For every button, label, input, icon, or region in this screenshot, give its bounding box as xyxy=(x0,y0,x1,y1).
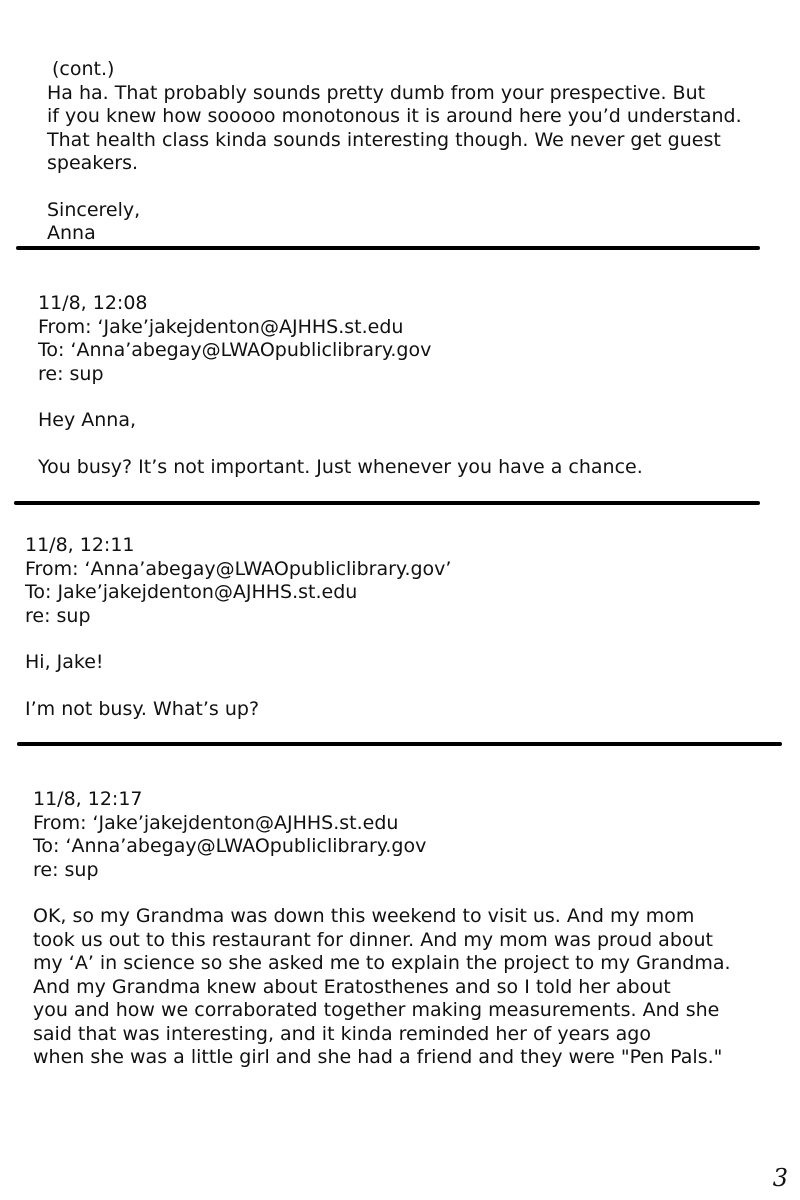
spacer xyxy=(38,433,643,456)
email-date: 11/8, 12:11 xyxy=(25,534,135,556)
email-body-line: said that was interesting, and it kinda reminded her of years ago xyxy=(33,1022,651,1045)
email-subject: re: sup xyxy=(25,604,91,627)
closing: Sincerely, xyxy=(47,198,141,221)
cont-label: (cont.) xyxy=(52,58,115,80)
email-body-line: you and how we corraborated together making measurements. And she xyxy=(33,999,720,1021)
continuation-letter xyxy=(47,58,742,246)
body-line: Ha ha. That probably sounds pretty dumb from your prespective. But xyxy=(47,81,706,104)
signature: Anna xyxy=(47,222,96,244)
divider xyxy=(17,742,782,746)
spacer xyxy=(25,675,451,698)
email-greeting: Hey Anna, xyxy=(38,409,137,431)
email-message xyxy=(38,292,643,479)
email-body-line: And my Grandma knew about Eratosthenes and so I told her about xyxy=(33,975,671,998)
email-subject: re: sup xyxy=(33,858,99,881)
email-from: From: ‘Jake’jakejdenton@AJHHS.st.edu xyxy=(38,315,404,338)
email-body-line: You busy? It’s not important. Just whenever you have a chance. xyxy=(38,455,643,478)
body-line: That health class kinda sounds interesting though. We never get guest xyxy=(47,128,721,151)
body-line: speakers. xyxy=(47,152,139,174)
email-greeting: Hi, Jake! xyxy=(25,651,104,673)
email-date: 11/8, 12:08 xyxy=(38,292,148,314)
body-line: if you knew how sooooo monotonous it is around here you’d understand. xyxy=(47,105,742,127)
email-message xyxy=(33,788,731,1070)
email-body-line: my ‘A’ in science so she asked me to explain the project to my Grandma. xyxy=(33,952,731,974)
email-body-line: took us out to this restaurant for dinner. And my mom was proud about xyxy=(33,928,714,951)
divider xyxy=(16,246,760,250)
email-body-line: when she was a little girl and she had a friend and they were "Pen Pals." xyxy=(33,1046,723,1068)
page-number: 3 xyxy=(772,1164,788,1192)
divider xyxy=(14,501,760,505)
email-message xyxy=(25,534,451,721)
spacer xyxy=(47,176,742,199)
email-to: To: Jake’jakejdenton@AJHHS.st.edu xyxy=(25,581,358,603)
email-to: To: ‘Anna’abegay@LWAOpubliclibrary.gov xyxy=(33,835,427,857)
email-body-line: I’m not busy. What’s up? xyxy=(25,697,260,720)
email-date: 11/8, 12:17 xyxy=(33,788,143,810)
email-from: From: ‘Jake’jakejdenton@AJHHS.st.edu xyxy=(33,811,399,834)
email-to: To: ‘Anna’abegay@LWAOpubliclibrary.gov xyxy=(38,339,432,361)
spacer xyxy=(25,628,451,651)
email-from: From: ‘Anna’abegay@LWAOpubliclibrary.gov’ xyxy=(25,557,452,580)
spacer xyxy=(33,882,731,905)
email-subject: re: sup xyxy=(38,362,104,385)
spacer xyxy=(38,386,643,409)
email-body-line: OK, so my Grandma was down this weekend to visit us. And my mom xyxy=(33,905,695,927)
